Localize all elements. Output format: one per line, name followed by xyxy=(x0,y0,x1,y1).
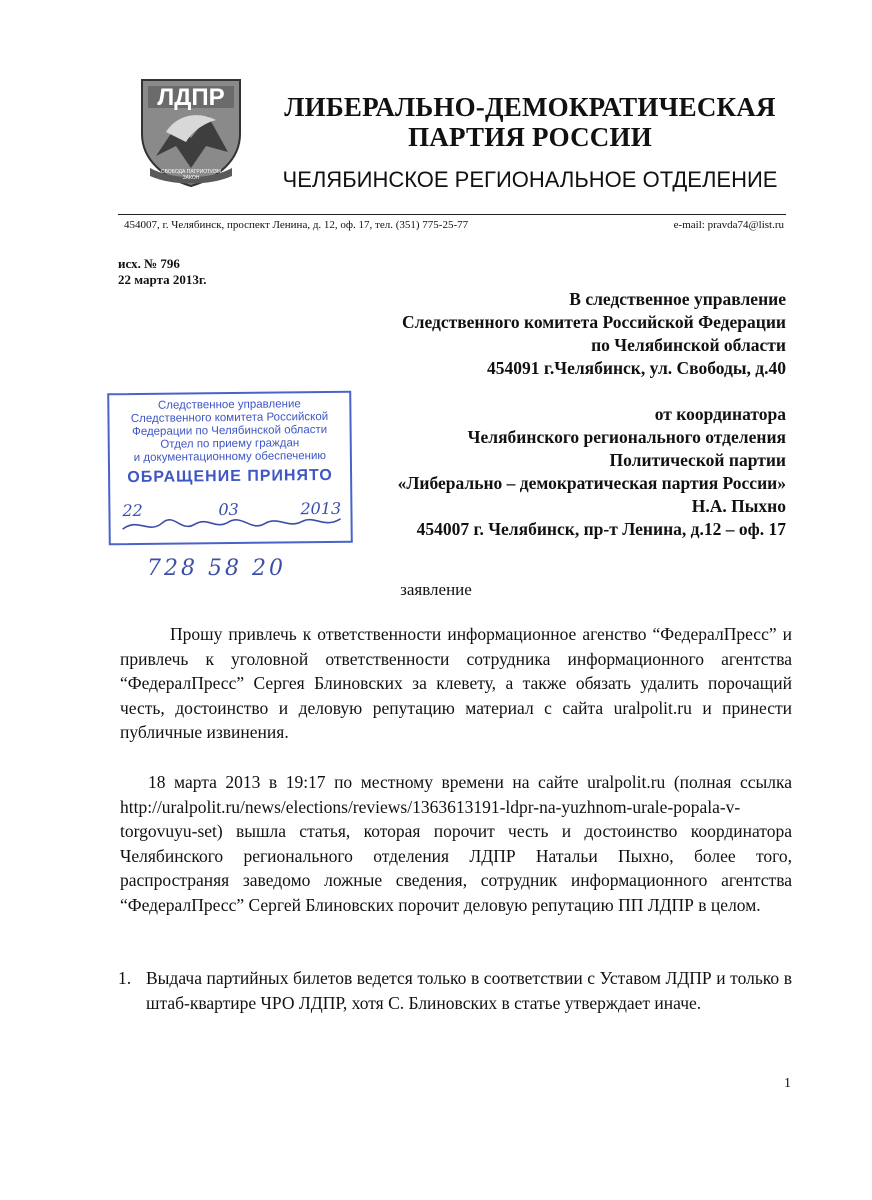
list-item-text: Выдача партийных билетов ведется только в соответствии с Уставом ЛДПР и только в штаб-квартире ЧРО ЛДПР, хотя С. Блиновских в статье утверждает иначе. xyxy=(146,968,792,1013)
stamp-line: Следственного комитета Российской xyxy=(130,410,329,426)
paragraph-article: 18 марта 2013 в 19:17 по местному времени на сайте uralpolit.ru (полная ссылка http://uralpolit.ru/news/elections/reviews/1363613191-ldpr-na-yuzhnom-urale-popala-v-torgovuyu-set) вышла статья, которая порочит честь и достоинство координатора Челябинского регионального отделения ЛДПР Натальи Пыхно, более того, распространяя заведомо ложные сведения, сотрудник информационного агентства “ФедералПресс” Сергей Блиновских порочит деловую репутацию ПП ЛДПР в целом. xyxy=(120,772,792,915)
document-title: заявление xyxy=(400,580,472,599)
logo-text: ЛДПР xyxy=(157,84,225,111)
stamp-title: ОБРАЩЕНИЕ ПРИНЯТО xyxy=(127,466,333,487)
header-divider xyxy=(118,214,786,215)
handwritten-signature xyxy=(118,511,346,537)
registration-stamp xyxy=(107,391,353,546)
list-item-number: 1. xyxy=(118,968,132,988)
sender-line: Н.А. Пыхно xyxy=(691,496,786,516)
recipient-block xyxy=(186,288,786,380)
party-name-line2: ПАРТИЯ РОССИИ xyxy=(408,122,652,152)
stamp-line: Федерации по Челябинской области xyxy=(131,423,328,439)
recipient-line: В следственное управление xyxy=(569,289,786,309)
sender-line: Челябинского регионального отделения xyxy=(467,427,786,447)
recipient-line: по Челябинской области xyxy=(591,335,786,355)
party-name-line1: ЛИБЕРАЛЬНО-ДЕМОКРАТИЧЕСКАЯ xyxy=(284,92,776,122)
recipient-line: Следственного комитета Российской Федерации xyxy=(401,312,786,332)
stamp-registration-number: 728 58 20 xyxy=(147,556,286,581)
stamp-year: 2013 xyxy=(300,498,342,519)
sender-line: 454007 г. Челябинск, пр-т Ленина, д.12 – оф. 17 xyxy=(416,519,786,539)
recipient-line: 454091 г.Челябинск, ул. Свободы, д.40 xyxy=(487,358,786,378)
stamp-line: Отдел по приему граждан xyxy=(160,437,300,451)
letterhead-address: 454007, г. Челябинск, проспект Ленина, д. 12, оф. 17, тел. (351) 775-25-77 xyxy=(124,219,469,231)
outgoing-number: исх. № 796 xyxy=(118,256,180,271)
letterhead-email: e-mail: pravda74@list.ru xyxy=(673,219,784,231)
party-logo xyxy=(136,76,246,188)
stamp-line: и документационному обеспечению xyxy=(133,449,327,465)
outgoing-date: 22 марта 2013г. xyxy=(118,272,207,287)
paragraph-request: Прошу привлечь к ответственности информационное агенство “ФедералПресс” и привлечь к уголовной ответственности сотрудника информационного агентства “ФедералПресс” Сергея Блиновских за клевету, а также обязать удалить порочащий честь, достоинство и деловую репутацию материал с сайта uralpolit.ru и принести публичные извинения. xyxy=(120,624,792,742)
page-number: 1 xyxy=(784,1076,791,1091)
sender-line: «Либерально – демократическая партия России» xyxy=(397,473,786,493)
stamp-day: 22 xyxy=(122,500,143,521)
stamp-line: Следственное управление xyxy=(157,398,301,412)
stamp-month: 03 xyxy=(218,499,239,520)
sender-line: от координатора xyxy=(654,404,786,424)
branch-name: ЧЕЛЯБИНСКОЕ РЕГИОНАЛЬНОЕ ОТДЕЛЕНИЕ xyxy=(282,167,778,192)
logo-ribbon-text: СВОБОДА ПАТРИОТИЗМ ЗАКОН xyxy=(160,169,222,181)
sender-line: Политической партии xyxy=(609,450,786,470)
